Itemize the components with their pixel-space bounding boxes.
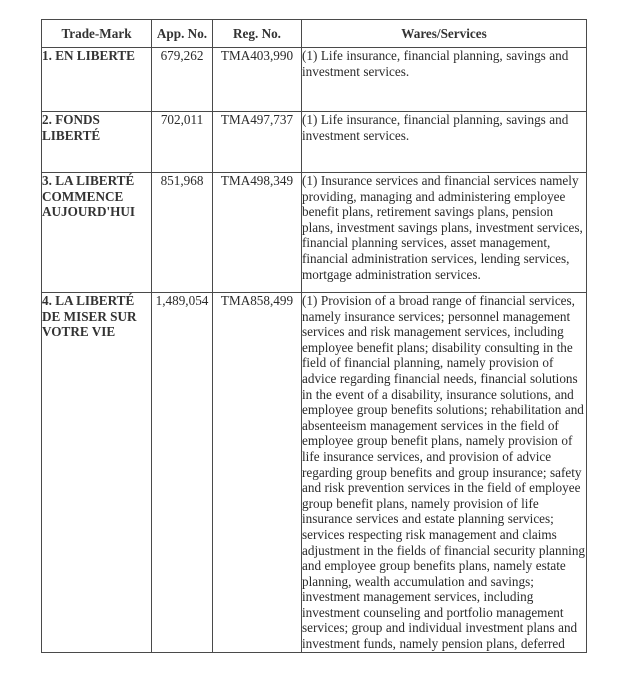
- trade-mark-cell: 4. LA LIBERTÉ DE MISER SUR VOTRE VIE: [42, 293, 152, 653]
- reg-no-cell: TMA403,990: [213, 48, 302, 112]
- wares-services-text: (1) Insurance services and financial services namely providing, managing and administering employee benefit plans, retirement savings plans, pension plans, investment savings plans, investment services, financial planning services, asset management, financial administration services, lending services, mortgage administration services.: [302, 173, 583, 282]
- reg-no-cell: TMA858,499: [213, 293, 302, 653]
- trade-mark-cell: 1. EN LIBERTE: [42, 48, 152, 112]
- trade-mark-cell: 3. LA LIBERTÉ COMMENCE AUJOURD'HUI: [42, 173, 152, 293]
- app-no-cell: 702,011: [152, 112, 213, 173]
- reg-no-cell: TMA497,737: [213, 112, 302, 173]
- table-row: [42, 293, 587, 653]
- header-trade-mark: Trade-Mark: [42, 20, 152, 48]
- wares-services-cell: [302, 48, 587, 112]
- header-wares-services: Wares/Services: [302, 20, 587, 48]
- wares-services-text: (1) Life insurance, financial planning, savings and investment services.: [302, 48, 569, 79]
- table-row: [42, 112, 587, 173]
- header-reg-no: Reg. No.: [213, 20, 302, 48]
- app-no-cell: 851,968: [152, 173, 213, 293]
- app-no-cell: 1,489,054: [152, 293, 213, 653]
- reg-no-cell: TMA498,349: [213, 173, 302, 293]
- header-app-no: App. No.: [152, 20, 213, 48]
- trademark-table: [41, 19, 587, 653]
- wares-services-cell: [302, 293, 587, 653]
- table-row: [42, 173, 587, 293]
- wares-services-cell: [302, 112, 587, 173]
- trade-mark-cell: 2. FONDS LIBERTÉ: [42, 112, 152, 173]
- wares-services-cell: [302, 173, 587, 293]
- table-row: [42, 48, 587, 112]
- wares-services-text: (1) Life insurance, financial planning, savings and investment services.: [302, 112, 569, 143]
- app-no-cell: 679,262: [152, 48, 213, 112]
- table-header-row: [42, 20, 587, 48]
- wares-services-text: (1) Provision of a broad range of financial services, namely insurance services; personnel management services and risk management services, including employee benefit plans; disability consulting in the field of financial planning, namely provision of advice regarding financial needs, financial solutions in the event of a disability, insurance solutions, and employee group benefits solutions; rehabilitation and absenteeism management services in the field of employee group benefit plans, namely provision of life insurance services, and provision of advice regarding group benefits and group insurance; safety and risk prevention services in the field of employee group benefit plans, namely provision of life insurance services and estate planning services; services respecting risk management and claims adjustment in the fields of financial security planning and employee group benefits plans, namely estate planning, wealth accumulation and savings; investment management services, including investment counseling and portfolio management services; group and individual investment plans and investment funds, namely pension plans, deferred: [302, 293, 586, 652]
